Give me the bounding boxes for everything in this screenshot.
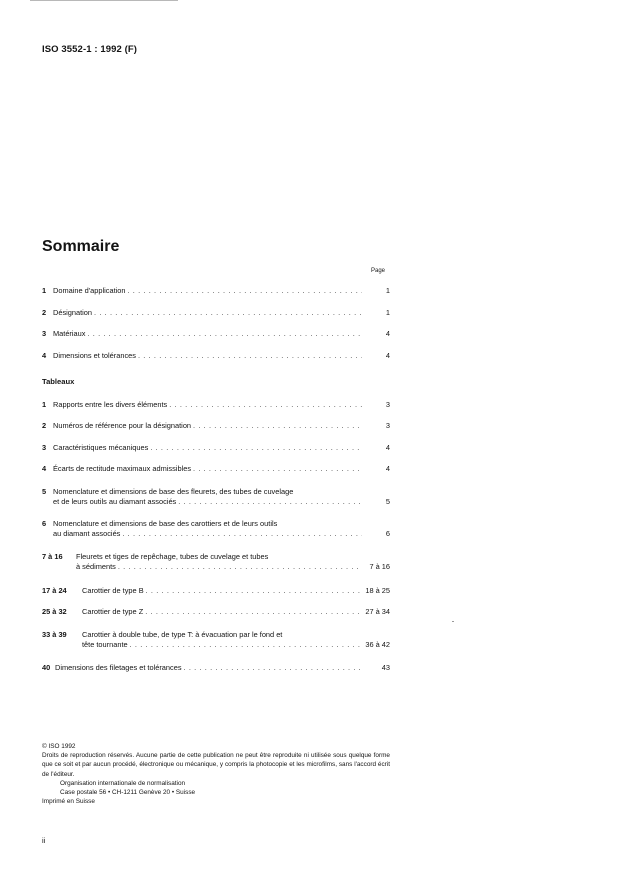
toc-label: à sédiments [76,562,116,571]
toc-number: 1 [42,400,47,409]
toc-number: 3 [42,329,47,338]
toc-number: 3 [42,443,47,452]
organisation-address: Case postale 56 • CH-1211 Genève 20 • Suisse [60,789,196,797]
toc-number: 33 à 39 [42,630,67,639]
toc-label: Nomenclature et dimensions de base des fleurets, des tubes de cuvelage [53,487,294,496]
toc-page: 3 [385,400,390,409]
toc-label: Matériaux [53,329,86,338]
leader-dots [118,562,362,572]
toc-label: Fleurets et tiges de repêchage, tubes de cuvelage et tubes [76,552,269,561]
toc-page: 4 [385,329,390,338]
toc-label: Carottier de type Z [82,607,144,616]
page-column-label: Page [371,268,386,274]
leader-dots [169,400,362,410]
toc-page: 3 [385,421,390,430]
leader-dots [94,308,362,318]
toc-label: tête tournante [82,640,128,649]
printed-in: Imprimé en Suisse [42,798,95,806]
toc-label: Caractéristiques mécaniques [53,443,149,452]
toc-label: et de leurs outils au diamant associés [53,497,177,506]
toc-number: 6 [42,519,47,528]
toc-page: 7 à 16 [369,562,390,571]
scan-speck [452,621,454,622]
toc-page: 1 [385,286,390,295]
toc-label: Écarts de rectitude maximaux admissibles [53,464,192,473]
copyright-line: © ISO 1992 [42,743,76,750]
toc-page: 4 [385,443,390,452]
top-rule [30,0,178,1]
toc-number: 1 [42,286,47,295]
toc-page: 43 [381,663,390,672]
copyright-block [42,742,390,806]
toc-number: 2 [42,308,47,317]
toc-number: 4 [42,351,47,360]
page-number: ii [42,836,46,845]
toc-page: 27 à 34 [365,607,390,616]
toc-number: 40 [42,663,51,672]
leader-dots [146,586,362,596]
toc-label: Rapports entre les divers éléments [53,400,168,409]
leader-dots [128,286,363,296]
toc-page: 6 [385,529,390,538]
toc-page: 18 à 25 [365,586,390,595]
toc-number: 7 à 16 [42,552,63,561]
leader-dots [130,640,362,650]
toc-number: 25 à 32 [42,607,67,616]
toc-label: Nomenclature et dimensions de base des carottiers et de leurs outils [53,519,278,528]
leader-dots [184,663,362,673]
toc-page: 1 [385,308,390,317]
leader-dots [145,607,362,617]
toc-label: Dimensions et tolérances [53,351,136,360]
toc-label: Carottier de type B [82,586,144,595]
toc-page: 36 à 42 [365,640,390,649]
toc-page: 5 [385,497,390,506]
toc-label: Numéros de référence pour la désignation [53,421,192,430]
organisation-name: Organisation internationale de normalisation [60,779,186,787]
leader-dots [193,421,362,431]
leader-dots [178,497,362,507]
section-heading-tableaux: Tableaux [42,377,75,386]
toc-label: Dimensions des filetages et tolérances [55,663,182,672]
document-id: ISO 3552-1 : 1992 (F) [42,44,138,55]
toc-number: 17 à 24 [42,586,67,595]
toc-number: 2 [42,421,47,430]
toc-label: Désignation [53,308,93,317]
leader-dots [193,464,362,474]
toc-page: 4 [385,464,390,473]
toc-page: 4 [385,351,390,360]
rights-notice: Droits de reproduction réservés. Aucune partie de cette publication ne peut être reproduite ni utilisée sous quelque forme que ce soit et par aucun procédé, électronique ou mécanique, y compris la photocopie et les microfilms, sans l'accord écrit de l'éditeur. [42,752,390,778]
toc-number: 4 [42,464,47,473]
toc-label: Carottier à double tube, de type T: à évacuation par le fond et [82,630,283,639]
leader-dots [87,329,362,339]
leader-dots [138,351,362,361]
toc-number: 5 [42,487,47,496]
leader-dots [150,443,362,453]
page-title: Sommaire [42,238,120,255]
toc-label: au diamant associés [53,529,121,538]
toc-label: Domaine d'application [53,286,126,295]
leader-dots [122,529,362,539]
